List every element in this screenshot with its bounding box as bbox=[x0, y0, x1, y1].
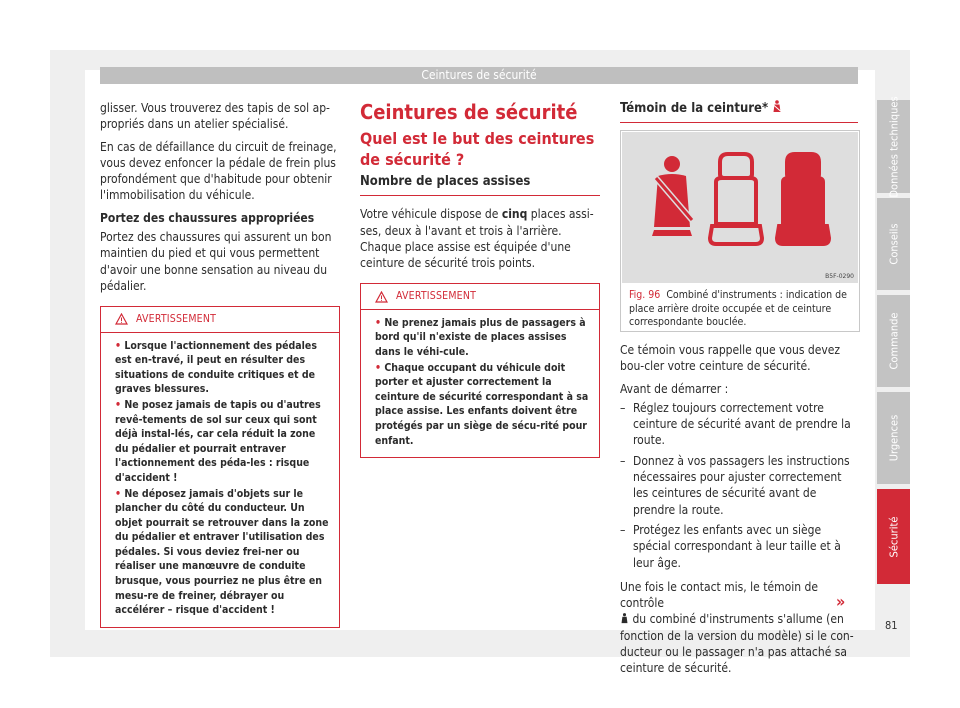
figure-caption: Fig. 96 Combiné d'instruments : indication de place arrière droite occupée et de ceinture correspondante bouclée. bbox=[629, 289, 847, 328]
figure-image bbox=[622, 132, 858, 283]
mid-para: Votre véhicule dispose de cinq places assi-ses, deux à l'avant et trois à l'arrière. Chaque place assise est équipée d'une ceinture de sécurité trois points. bbox=[360, 207, 594, 271]
warning-item: • Ne déposez jamais d'objets sur le plancher du côté du conducteur. Un objet pourrait se retrouver dans la zone du pédalier et entraver l'utilisation des pédales. Si vous deviez frei-ner ou réaliser une manœuvre de conduite brusque, vous pourriez ne plus être en mesu-re de freiner, débrayer ou accélérer – risque d'accident ! bbox=[115, 487, 329, 617]
warning-body bbox=[361, 310, 599, 457]
warning-item: • Ne prenez jamais plus de passagers à bord qu'il n'existe de places assises dans le véhi-cule. bbox=[375, 316, 586, 358]
warning-title: AVERTISSEMENT bbox=[396, 290, 477, 303]
seatbelt-icon bbox=[772, 100, 782, 113]
warning-header bbox=[101, 307, 339, 332]
warning-triangle-icon bbox=[375, 291, 388, 303]
right-para-1: Ce témoin vous rappelle que vous devez bou-cler votre ceinture de sécurité. bbox=[620, 343, 841, 374]
warning-box-left bbox=[100, 306, 340, 628]
running-header: Ceintures de sécurité bbox=[100, 67, 858, 84]
figure-code: B5F-0290 bbox=[825, 273, 854, 280]
left-para-3: Portez des chaussures qui assurent un bon maintien du pied et qui vous permettent d'avoir une bonne sensation au niveau du pédalier. bbox=[100, 230, 332, 293]
left-para-1: glisser. Vous trouverez des tapis de sol ap- propriés dans un atelier spécialisé. bbox=[100, 101, 330, 132]
middle-column bbox=[360, 100, 600, 458]
seatbelt-icon bbox=[652, 156, 692, 236]
list-item: – Réglez toujours correctement votre ceinture de sécurité avant de prendre la route. bbox=[620, 400, 851, 448]
warning-body bbox=[101, 333, 339, 627]
figure-96 bbox=[620, 130, 860, 332]
tab-commande[interactable]: Commande bbox=[877, 295, 910, 387]
section-title: Quel est le but des ceintures de sécurité ? bbox=[360, 129, 595, 169]
left-column bbox=[100, 100, 340, 628]
tab-securite-active[interactable]: Sécurité bbox=[877, 489, 910, 584]
list-item: – Protégez les enfants avec un siège spécial correspondant à leur taille et à leur âge. bbox=[620, 522, 841, 570]
seatbelt-icon bbox=[620, 613, 629, 624]
seat-occupancy-illustration bbox=[622, 132, 858, 283]
right-para-3: Une fois le contact mis, le témoin de contrôle du combiné d'instruments s'allume (en fonction de la version du modèle) si le con-ducteur ou le passager n'a pas attaché sa ceinture de sécurité. bbox=[620, 579, 854, 676]
chapter-title: Ceintures de sécurité bbox=[360, 100, 578, 124]
right-column-heading bbox=[620, 100, 858, 123]
page-number: 81 bbox=[885, 619, 898, 632]
warning-item: • Ne posez jamais de tapis ou d'autres revê-tements de sol sur ceux qui sont déjà instal-lés, car cela réduit la zone du pédalier et pourrait entraver l'actionnement des péda-les : risque d'accident ! bbox=[115, 398, 321, 484]
warning-box-middle bbox=[360, 283, 600, 458]
right-para-2: Avant de démarrer : bbox=[620, 381, 729, 396]
tab-donnees-techniques[interactable]: Données techniques bbox=[877, 100, 910, 193]
tab-urgences[interactable]: Urgences bbox=[877, 392, 910, 484]
instruction-list bbox=[620, 400, 858, 571]
seat-occupied-icon bbox=[777, 154, 829, 244]
tab-conseils[interactable]: Conseils bbox=[877, 198, 910, 290]
right-column bbox=[620, 342, 858, 683]
warning-item: • Lorsque l'actionnement des pédales est en-travé, il peut en résulter des situations de conduite critiques et de graves blessures. bbox=[115, 339, 317, 396]
warning-item: • Chaque occupant du véhicule doit porter et ajuster correctement la ceinture de sécurité correspondant à sa place assise. Les enfants doivent être protégés par un siège de sécu-rité pour enfant. bbox=[375, 361, 589, 447]
subsection-title: Nombre de places assises bbox=[360, 174, 600, 196]
left-subheading: Portez des chaussures appropriées bbox=[100, 210, 315, 225]
seat-icon bbox=[710, 154, 762, 244]
indicator-heading: Témoin de la ceinture* bbox=[620, 100, 858, 123]
warning-header bbox=[361, 284, 599, 309]
figure-number: Fig. 96 bbox=[629, 289, 661, 301]
warning-title: AVERTISSEMENT bbox=[136, 313, 217, 326]
list-item: – Donnez à vos passagers les instructions nécessaires pour ajuster correctement les ceintures de sécurité avant de prendre la route. bbox=[620, 453, 850, 517]
warning-triangle-icon bbox=[115, 313, 128, 325]
left-para-2: En cas de défaillance du circuit de freinage, vous devez enfoncer la pédale de frein plus profondément que d'habitude pour obtenir l'immobilisation du véhicule. bbox=[100, 139, 337, 203]
continue-marker: » bbox=[836, 592, 846, 611]
